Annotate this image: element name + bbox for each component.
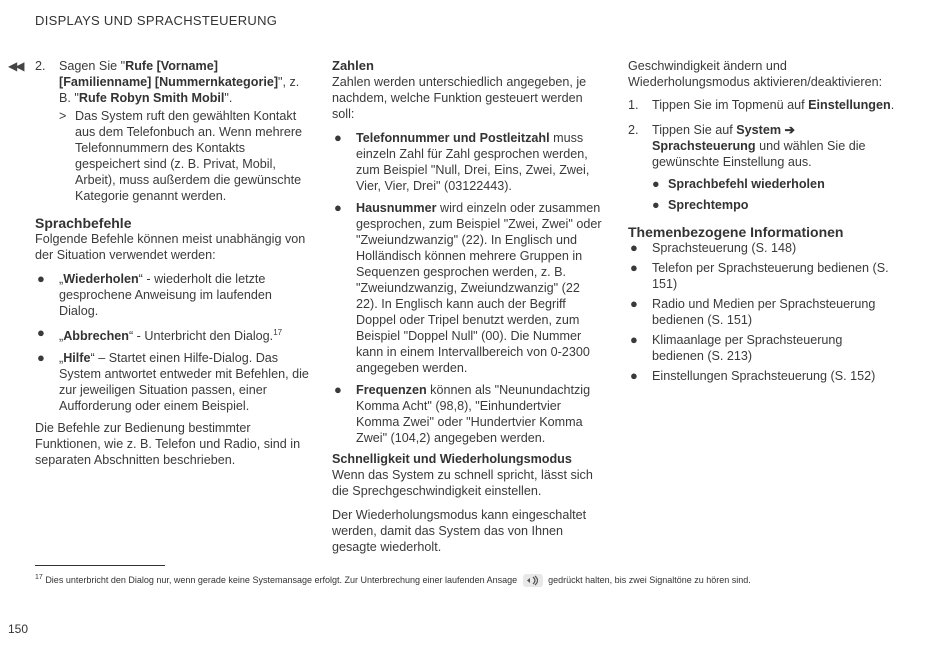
bullet-icon: ●	[652, 177, 660, 191]
arrow-icon: ➔	[781, 123, 796, 137]
related-heading: Themenbezogene Informationen	[628, 224, 844, 240]
footnote	[35, 571, 915, 587]
bullet-icon: ●	[630, 368, 638, 383]
step-result	[59, 108, 310, 204]
page-number: 150	[8, 622, 29, 636]
step-text: Sagen Sie "	[59, 59, 126, 73]
term: Frequenzen	[356, 383, 427, 397]
step-text: .	[890, 98, 895, 112]
column-3	[628, 58, 896, 384]
bullet-icon: ●	[334, 382, 342, 397]
menu-path: System	[736, 123, 782, 137]
quote: „	[59, 272, 64, 286]
bullet-icon: ●	[334, 200, 342, 215]
list-item	[652, 176, 896, 192]
list-item	[35, 325, 310, 344]
footnote-divider	[35, 565, 165, 566]
step-1	[628, 97, 896, 113]
section-intro: Folgende Befehle können meist unabhängig von der Situation verwendet werden:	[35, 232, 306, 262]
list-item	[332, 382, 602, 446]
page-header: DISPLAYS UND SPRACHSTEUERUNG	[35, 13, 278, 28]
term-description: können als "Neunundachtzig Komma Acht" (98,8), "Einhundertvier Komma Zwei" oder "Hundertvier Komma Zwei" (104,2) angegeben werden.	[356, 383, 591, 445]
bullet-icon: ●	[652, 198, 660, 212]
section-intro: Zahlen werden unterschiedlich angegeben, je nachdem, welche Funktion gesteuert werden soll:	[332, 75, 587, 121]
voice-command: Rufe [Vorname] [Familienname] [Nummernkategorie]	[59, 59, 279, 89]
step-text: ".	[224, 91, 233, 105]
command-name: Abbrechen	[63, 329, 129, 344]
step-number: 2.	[35, 59, 46, 73]
column-2	[332, 58, 602, 555]
related-link[interactable]	[628, 368, 896, 384]
bullet-icon: ●	[37, 350, 45, 366]
related-link-text[interactable]: Klimaanlage per Sprachsteuerung bedienen (S. 213)	[652, 333, 843, 363]
term: Telefonnummer und Postleitzahl	[356, 131, 550, 145]
voice-control-button-icon	[523, 574, 543, 587]
footnote-number: 17	[35, 574, 43, 581]
related-link[interactable]	[628, 332, 896, 364]
voice-command-example: Rufe Robyn Smith Mobil	[78, 91, 225, 105]
column-1	[35, 58, 310, 468]
command-description: - wiederholt die letzte gesprochene Anweisung im laufenden Dialog.	[59, 272, 272, 318]
result-text: Das System ruft den gewählten Kontakt aus dem Telefonbuch an. Wenn mehrere Telefonnummern des Kontakts gespeichert sind (z. B. Privat, Mobil, Arbeit), muss außerdem die gewünschte Kategorie genannt werden.	[75, 109, 303, 203]
footnote-ref[interactable]: 17	[273, 328, 283, 337]
list-item	[332, 200, 602, 376]
command-name: Hilfe	[63, 351, 91, 366]
result-arrow-icon: >	[59, 109, 67, 123]
list-item	[652, 197, 896, 213]
footnote-text: gedrückt halten, bis zwei Signaltöne zu hören sind.	[548, 575, 751, 585]
section-heading: Sprachbefehle	[35, 215, 132, 231]
paragraph: Wenn das System zu schnell spricht, lässt sich die Sprechgeschwindigkeit einstellen.	[332, 468, 593, 498]
step-2	[628, 122, 896, 170]
quote: “	[138, 272, 143, 286]
bullet-icon: ●	[630, 240, 638, 255]
related-link[interactable]	[628, 240, 896, 256]
step-number: 1.	[628, 98, 639, 112]
bullet-icon: ●	[630, 296, 638, 311]
step-2	[35, 58, 310, 106]
related-link-text[interactable]: Telefon per Sprachsteuerung bedienen (S. 151)	[652, 261, 889, 291]
footnote-text: Dies unterbricht den Dialog nur, wenn gerade keine Systemansage erfolgt. Zur Unterbrechung einer laufenden Ansage	[45, 575, 518, 585]
bullet-icon: ●	[630, 332, 638, 347]
command-description: – Startet einen Hilfe-Dialog. Das System antwortet entweder mit Befehlen, die zur jeweiligen Situation passen, einer Aufforderung oder einem Beispiel.	[59, 351, 309, 414]
list-item	[35, 271, 310, 319]
step-number: 2.	[628, 123, 639, 137]
related-link[interactable]	[628, 296, 896, 328]
term: Hausnummer	[356, 201, 437, 215]
bullet-icon: ●	[37, 271, 45, 286]
section-intro: Geschwindigkeit ändern und Wiederholungsmodus aktivieren/deaktivieren:	[628, 59, 883, 89]
term-description: muss einzeln Zahl für Zahl gesprochen werden, zum Beispiel "Null, Drei, Eins, Zwei, Zwei, Vier, Vier, Drei" (03122443).	[356, 131, 590, 193]
menu-path: Einstellungen	[808, 98, 891, 112]
subsection-heading: Schnelligkeit und Wiederholungsmodus	[332, 452, 572, 466]
related-link-text[interactable]: Sprachsteuerung (S. 148)	[652, 241, 797, 255]
continued-marker-icon: ◀◀	[8, 59, 23, 73]
related-link-text[interactable]: Radio und Medien per Sprachsteuerung bedienen (S. 151)	[652, 297, 876, 327]
bullet-icon: ●	[37, 325, 45, 340]
related-link[interactable]	[628, 260, 896, 292]
bullet-icon: ●	[630, 260, 638, 275]
command-name: Wiederholen	[63, 272, 139, 286]
quote: “	[90, 351, 95, 366]
setting-option: Sprechtempo	[668, 198, 749, 212]
setting-option: Sprachbefehl wiederholen	[668, 177, 825, 191]
term-description: wird einzeln oder zusammen gesprochen, zum Beispiel "Zwei, Zwei" oder "Zweiundzwanzig" (22). In Englisch und Holländisch können mehrere Gruppen in Sequenzen gesprochen werden, z. B. "Zweiundzwanzig, Zweiundzwanzig" (22 22). In Englisch kann auch der Begriff Doppel oder Tripel benutzt werden, zum Beispiel "Doppel Null" (00). Die Nummer kann in einem Intervallbereich von 0-2300 angegeben werden.	[356, 201, 602, 375]
command-description: - Unterbricht den Dialog.	[133, 329, 274, 344]
quote: „	[59, 329, 64, 344]
section-heading: Zahlen	[332, 58, 374, 73]
bullet-icon: ●	[334, 130, 342, 145]
step-text: Tippen Sie auf	[652, 123, 737, 137]
related-link-text[interactable]: Einstellungen Sprachsteuerung (S. 152)	[652, 369, 876, 383]
step-text: und wählen Sie die gewünschte Einstellung aus.	[652, 139, 866, 169]
section-outro: Die Befehle zur Bedienung bestimmter Funktionen, wie z. B. Telefon und Radio, sind in separaten Abschnitten beschrieben.	[35, 421, 301, 468]
quote: „	[59, 351, 64, 366]
quote: “	[128, 329, 134, 344]
paragraph: Der Wiederholungsmodus kann eingeschaltet werden, damit das System das von Ihnen gesagte wiederholt.	[332, 508, 587, 554]
menu-path: Sprachsteuerung	[652, 139, 756, 153]
list-item	[332, 130, 602, 194]
step-text: Tippen Sie im Topmenü auf	[652, 98, 809, 112]
list-item	[35, 350, 310, 414]
step-text: ", z. B. "	[59, 75, 300, 105]
